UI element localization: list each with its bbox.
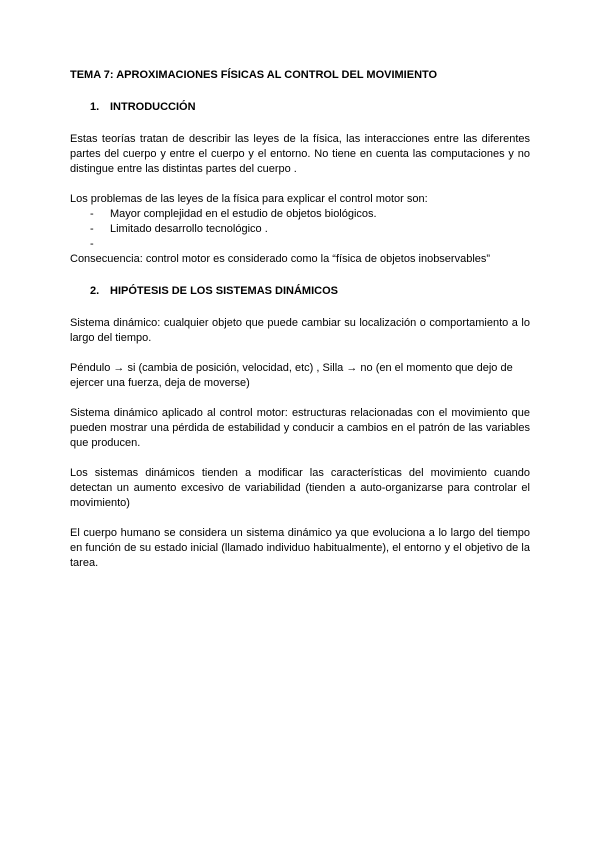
section-1-heading [90, 100, 530, 115]
dash-marker: - [90, 208, 94, 220]
list-item [70, 222, 530, 237]
problems-list [70, 207, 530, 252]
list-item-text: Mayor complejidad en el estudio de objetos biológicos. [110, 208, 377, 220]
self-organization-paragraph: Los sistemas dinámicos tienden a modificar las características del movimiento cuando detectan un aumento excesivo de variabilidad (tienden a auto-organizarse para controlar el movimiento) [70, 467, 530, 509]
list-item [70, 207, 530, 222]
list-item-text [110, 237, 530, 252]
dash-marker: - [90, 223, 94, 235]
section-2-number: 2. [90, 285, 100, 297]
section-1-number: 1. [90, 101, 100, 113]
pendulum-example-paragraph: Péndulo → si (cambia de posición, velocidad, etc) , Silla → no (en el momento que dejo de ejercer una fuerza, deja de moverse) [70, 362, 513, 389]
section-2-title: HIPÓTESIS DE LOS SISTEMAS DINÁMICOS [110, 285, 338, 297]
document-title: TEMA 7: APROXIMACIONES FÍSICAS AL CONTROL DEL MOVIMIENTO [70, 69, 438, 81]
section-1-title: INTRODUCCIÓN [110, 101, 196, 113]
list-item [70, 237, 530, 252]
dash-marker: - [90, 238, 94, 250]
intro-paragraph: Estas teorías tratan de describir las leyes de la física, las interacciones entre las diferentes partes del cuerpo y entre el cuerpo y el entorno. No tiene en cuenta las computaciones y no distingue entre las distintas partes del cuerpo . [70, 133, 530, 175]
human-body-paragraph: El cuerpo humano se considera un sistema dinámico ya que evoluciona a lo largo del tiempo en función de su estado inicial (llamado individuo habitualmente), el entorno y el objetivo de la tarea. [70, 527, 530, 569]
problems-list-intro: Los problemas de las leyes de la física para explicar el control motor son: [70, 193, 428, 205]
dynamic-system-definition-paragraph: Sistema dinámico: cualquier objeto que puede cambiar su localización o comportamiento a lo largo del tiempo. [70, 317, 530, 344]
applied-motor-control-paragraph: Sistema dinámico aplicado al control motor: estructuras relacionadas con el movimiento que pueden mostrar una pérdida de estabilidad y conducir a cambios en el patrón de las variables que producen. [70, 407, 530, 449]
list-item-text: Limitado desarrollo tecnológico . [110, 223, 268, 235]
consequence-paragraph: Consecuencia: control motor es considerado como la “física de objetos inobservables” [70, 253, 491, 265]
section-2-heading [90, 284, 530, 299]
